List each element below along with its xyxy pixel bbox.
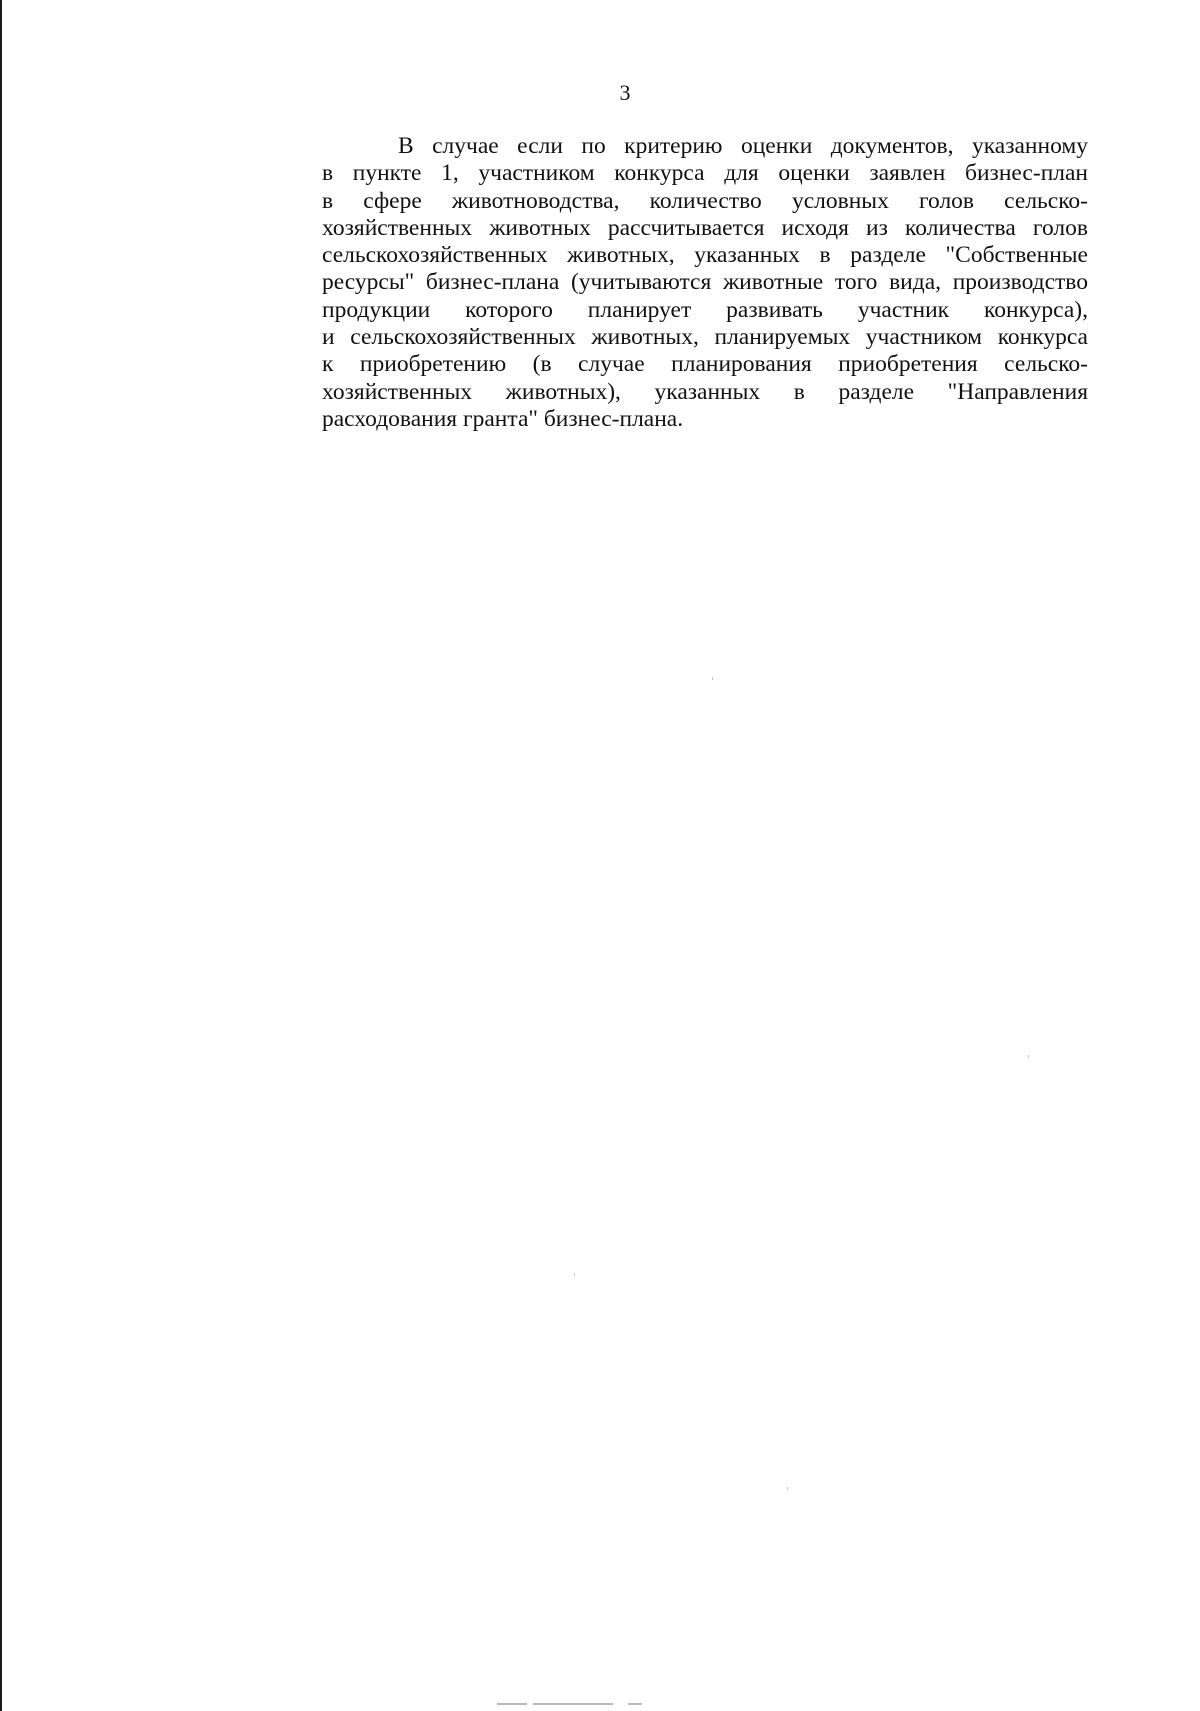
scan-speck — [1028, 1055, 1029, 1058]
paragraph-line: расходования гранта" бизнес-плана. — [322, 405, 684, 432]
scan-speck — [787, 1487, 788, 1490]
scan-bottom-mark — [533, 1703, 613, 1705]
scan-speck — [574, 1273, 575, 1276]
scan-left-edge — [0, 0, 2, 1711]
paragraph-line: В случае если по критерию оценки документов, указанному — [398, 133, 1088, 159]
page-number: 3 — [619, 80, 631, 105]
paragraph-line: к приобретению (в случае планирования приобретения сельско- — [322, 351, 1088, 378]
paragraph-line: хозяйственных животных рассчитывается исходя из количества голов — [322, 214, 1088, 241]
scan-bottom-mark — [497, 1703, 527, 1705]
paragraph-line: ресурсы" бизнес-плана (учитываются животные того вида, производство — [322, 269, 1088, 296]
scan-speck — [712, 677, 713, 680]
paragraph-line: в сфере животноводства, количество условных голов сельско- — [322, 187, 1088, 214]
paragraph-line: продукции которого планирует развивать участник конкурса), — [322, 296, 1088, 323]
body-paragraph — [322, 133, 1088, 433]
paragraph-line: хозяйственных животных), указанных в разделе "Направления — [322, 378, 1088, 405]
paragraph-line: сельскохозяйственных животных, указанных в разделе "Собственные — [322, 242, 1088, 269]
paragraph-line: в пункте 1, участником конкурса для оценки заявлен бизнес-план — [322, 160, 1088, 187]
paragraph-line: и сельскохозяйственных животных, планируемых участником конкурса — [322, 324, 1088, 351]
scan-bottom-mark — [628, 1703, 642, 1705]
